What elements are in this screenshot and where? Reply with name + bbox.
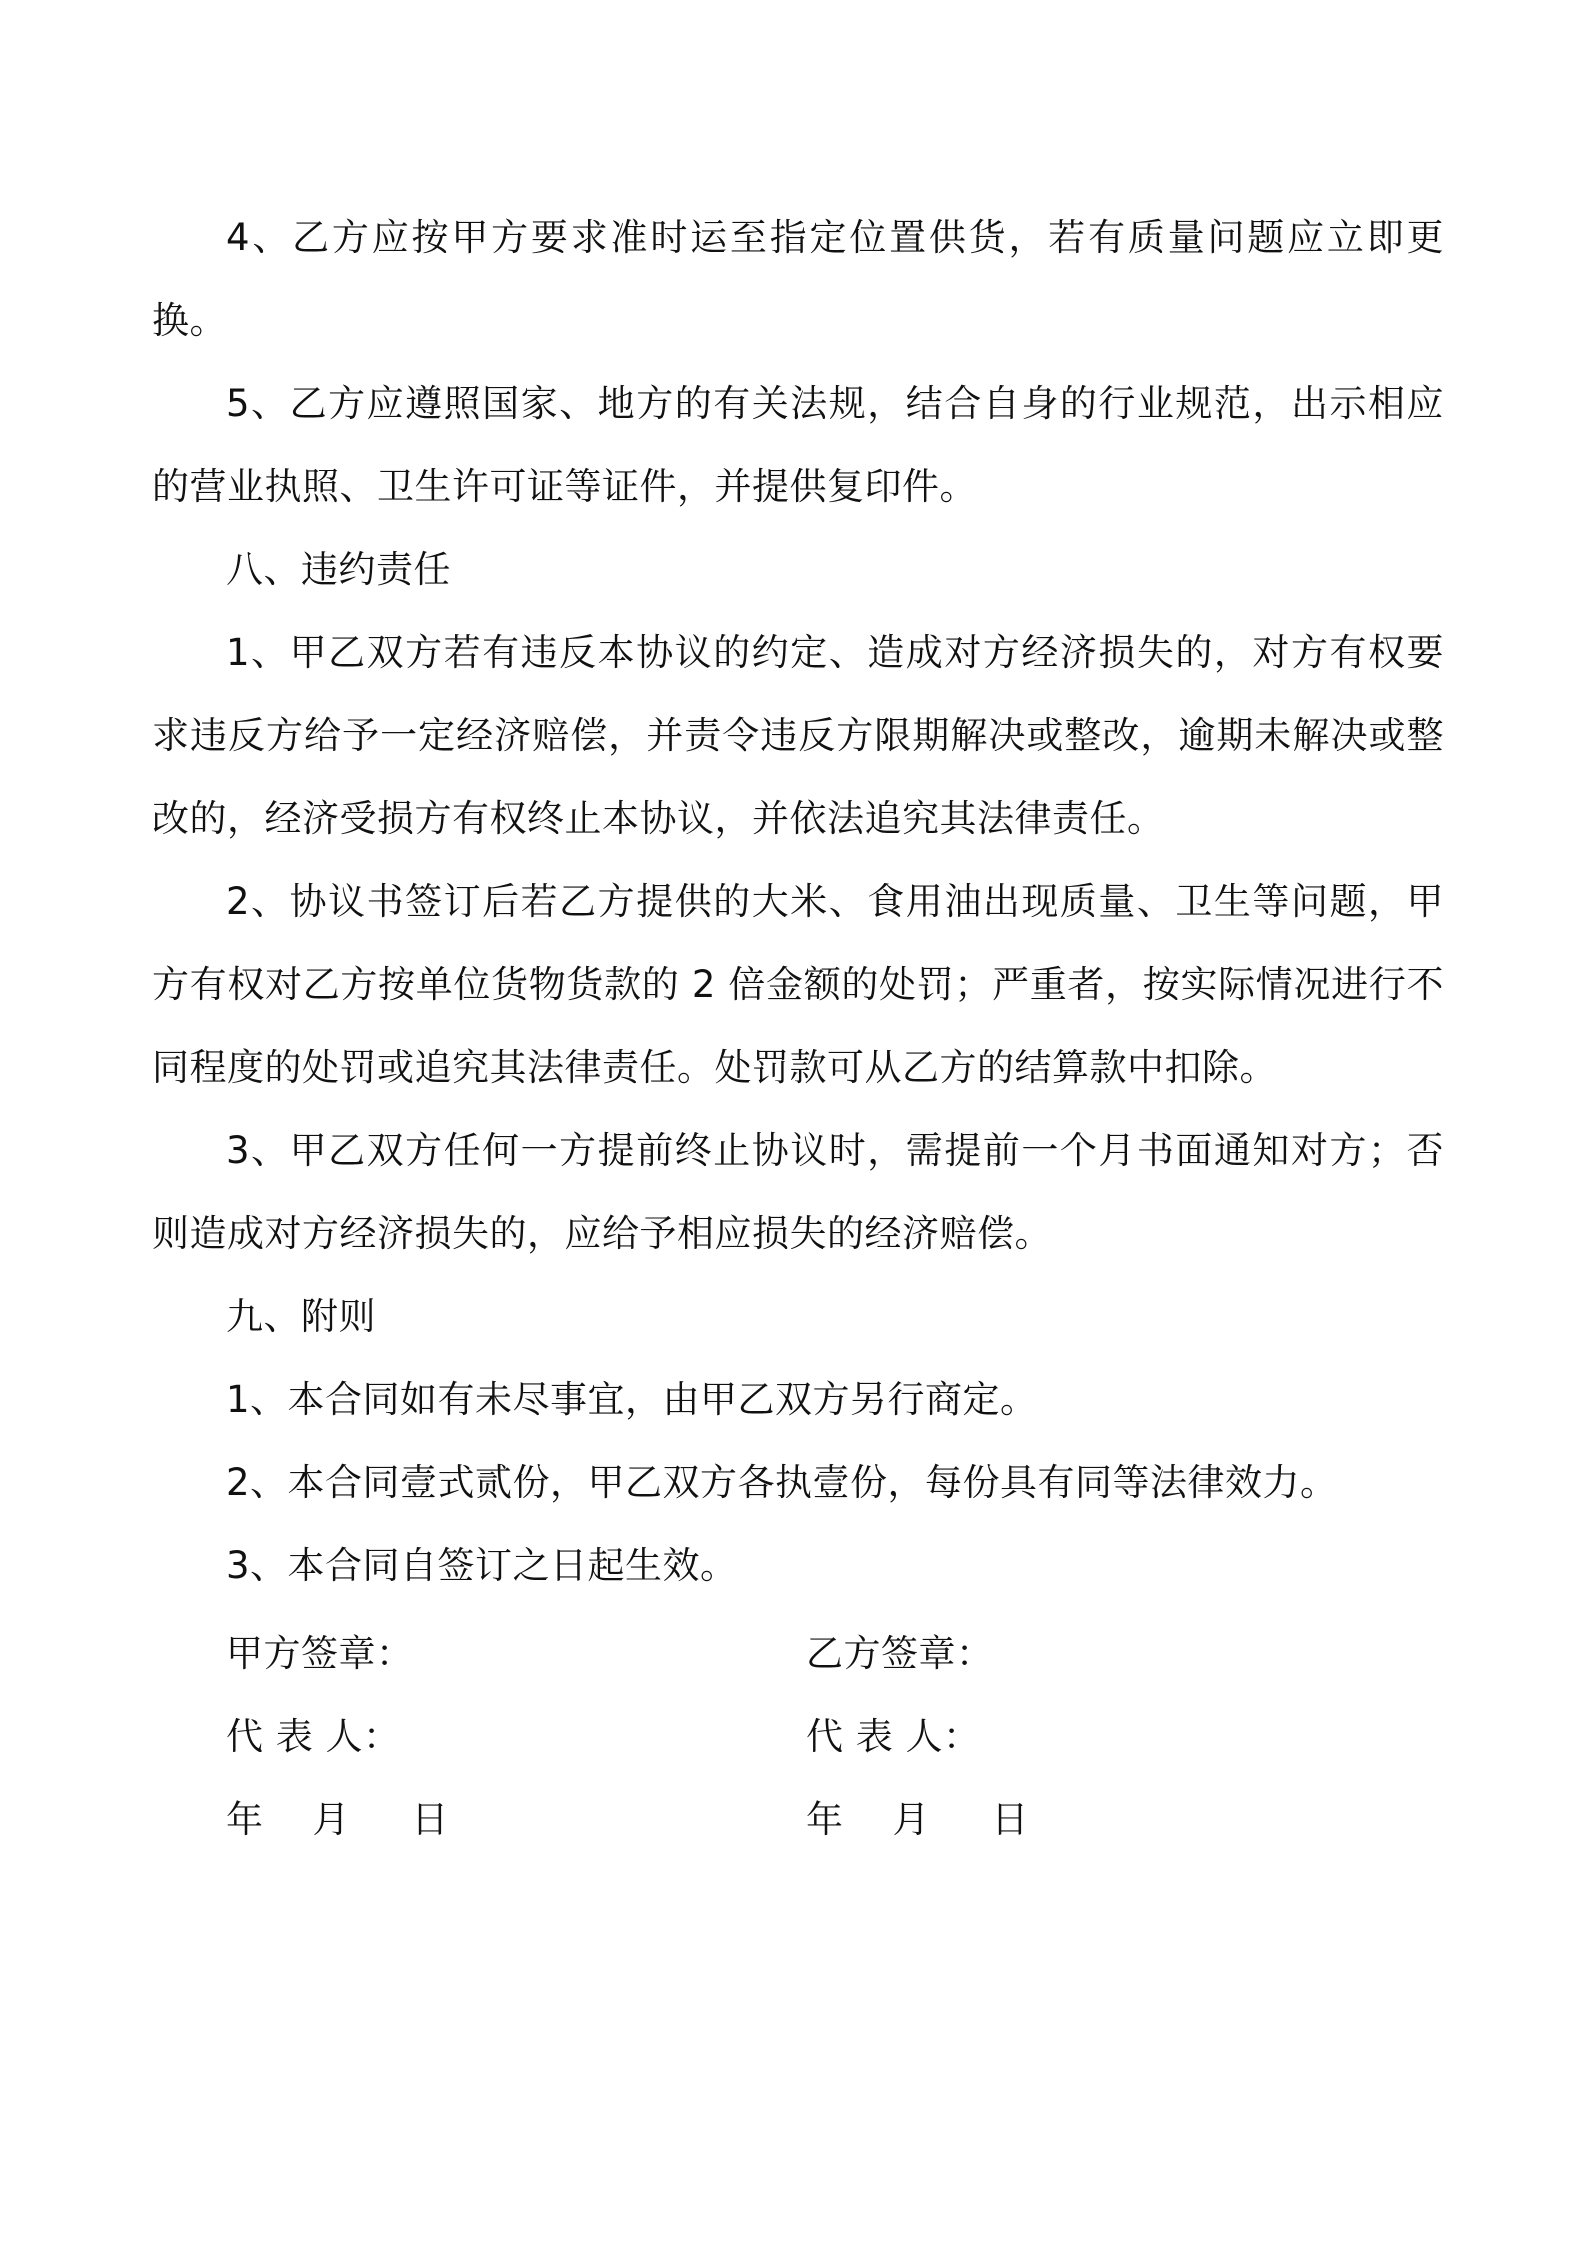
party-b-date-label: 年 月 日 [806, 1798, 1029, 1841]
party-a-date-label: 年 月 日 [226, 1798, 449, 1841]
party-a-signature [226, 1612, 726, 1861]
section-8-item-2: 2、协议书签订后若乙方提供的大米、食用油出现质量、卫生等问题，甲方有权对乙方按单位货物货款的 2 倍金额的处罚；严重者，按实际情况进行不同程度的处罚或追究其法律责任。处罚款可从乙方的结算款中扣除。 [152, 880, 1444, 1089]
section-9-item-1: 1、本合同如有未尽事宜，由甲乙双方另行商定。 [226, 1378, 1038, 1421]
section-9-item-2: 2、本合同壹式贰份，甲乙双方各执壹份，每份具有同等法律效力。 [226, 1461, 1338, 1504]
party-b-signature [806, 1612, 1306, 1861]
section-8-item-3: 3、甲乙双方任何一方提前终止协议时，需提前一个月书面通知对方；否则造成对方经济损失的，应给予相应损失的经济赔偿。 [152, 1129, 1444, 1255]
party-a-seal-label: 甲方签章： [226, 1632, 414, 1675]
clause-4: 4、乙方应按甲方要求准时运至指定位置供货，若有质量问题应立即更换。 [152, 216, 1444, 342]
section-9-item-3: 3、本合同自签订之日起生效。 [226, 1544, 738, 1587]
section-9-title: 九、附则 [226, 1295, 376, 1338]
section-8-item-1: 1、甲乙双方若有违反本协议的约定、造成对方经济损失的，对方有权要求违反方给予一定经济赔偿，并责令违反方限期解决或整改，逾期未解决或整改的，经济受损方有权终止本协议，并依法追究其法律责任。 [152, 631, 1444, 840]
clause-5: 5、乙方应遵照国家、地方的有关法规，结合自身的行业规范，出示相应的营业执照、卫生许可证等证件，并提供复印件。 [152, 382, 1444, 508]
party-b-representative-label: 代 表 人： [806, 1715, 981, 1758]
party-b-seal-label: 乙方签章： [806, 1632, 994, 1675]
party-a-representative-label: 代 表 人： [226, 1715, 401, 1758]
section-8-title: 八、违约责任 [226, 548, 451, 591]
contract-body [152, 196, 1444, 1607]
